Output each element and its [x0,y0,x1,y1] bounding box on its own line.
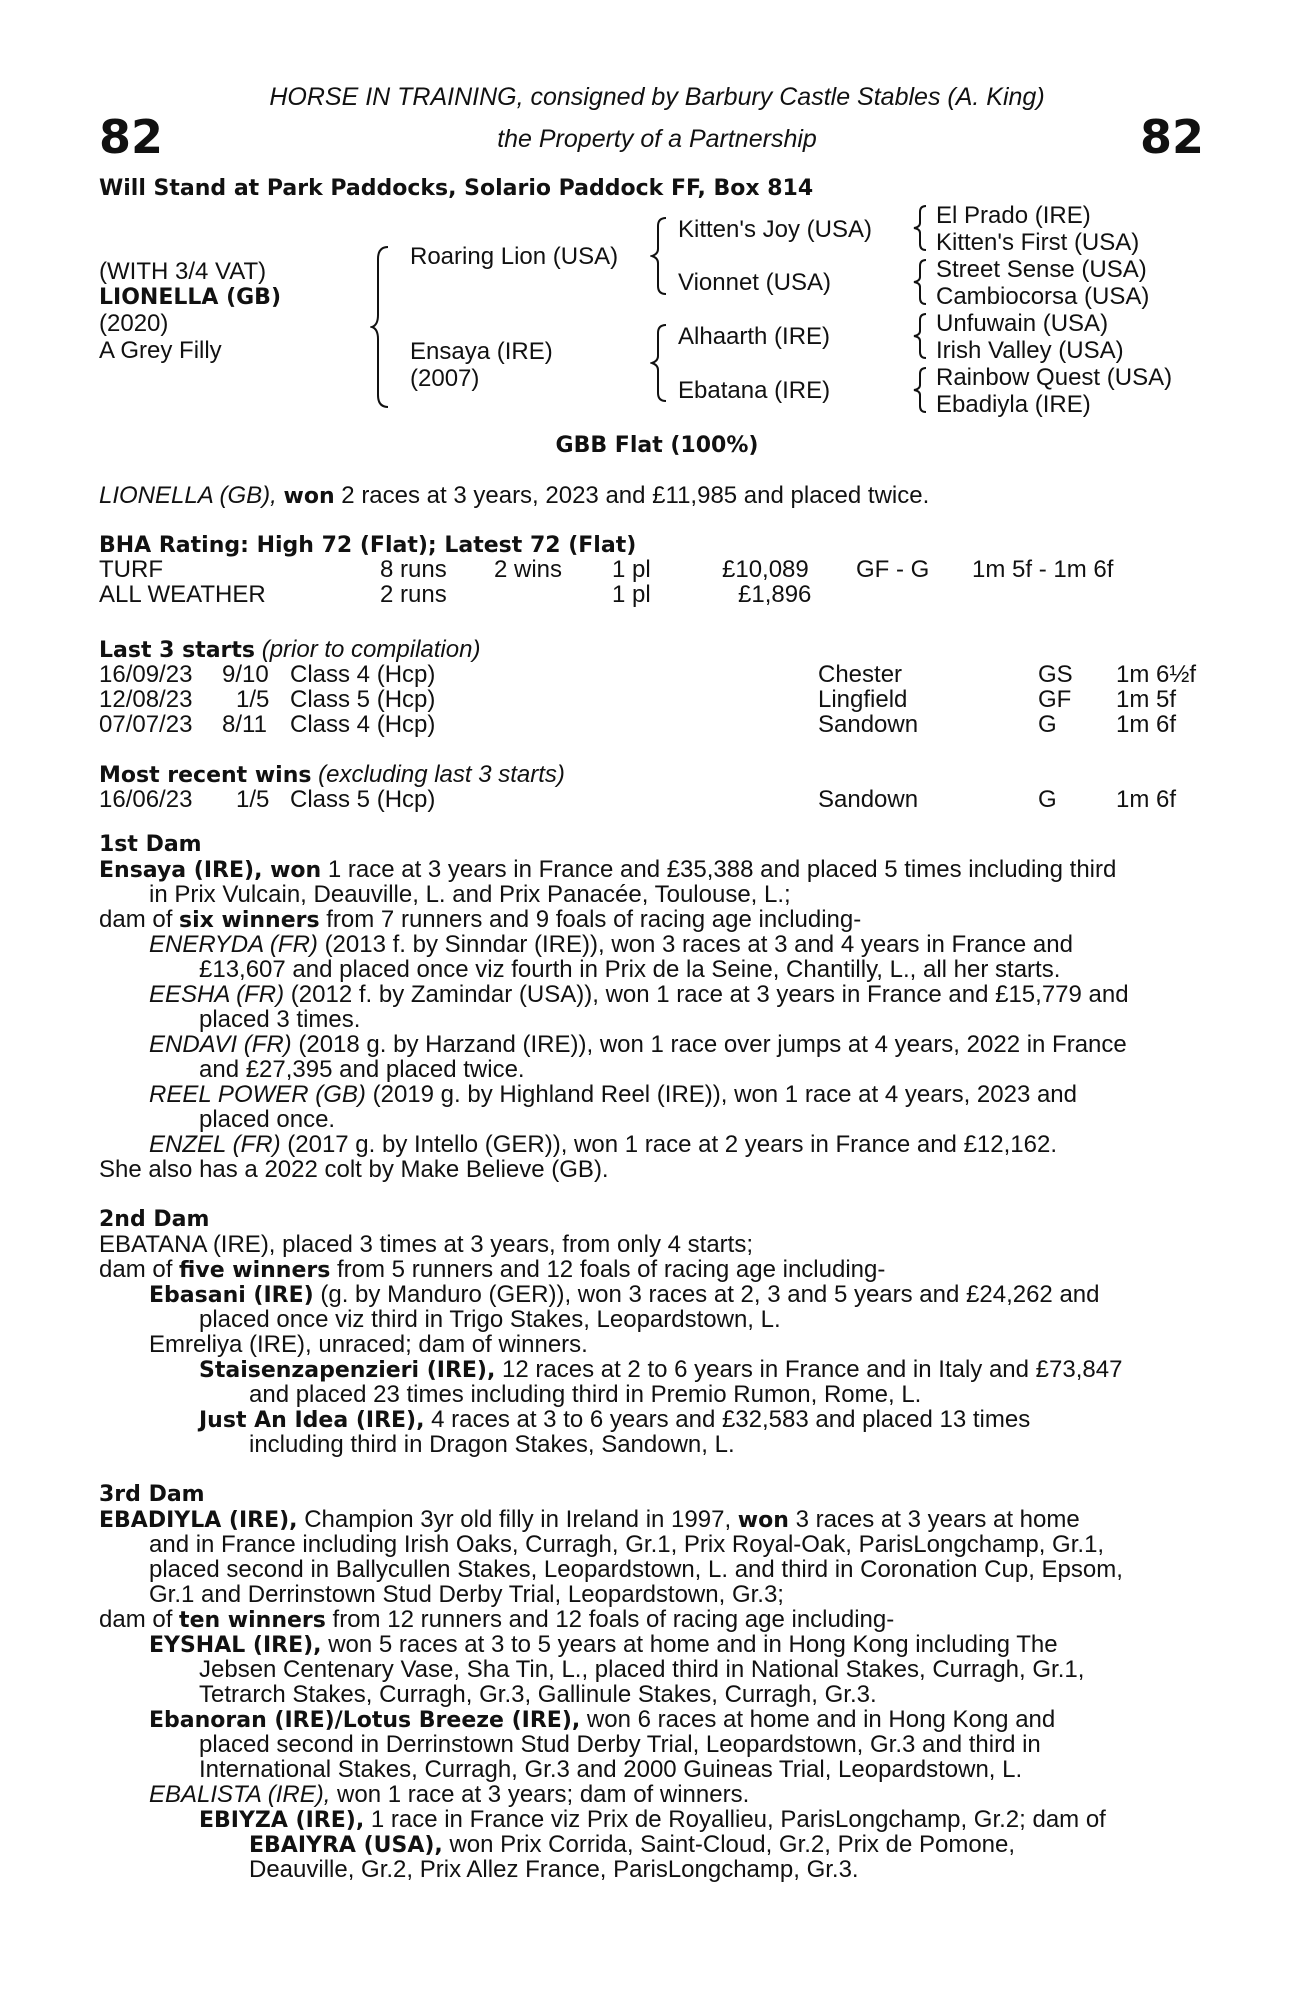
pedigree-brace-3c [912,312,928,360]
start-date: 07/07/23 [99,711,193,738]
rating-distance: 1m 5f - 1m 6f [972,556,1114,583]
dam3-grand-1-cont2: Deauville, Gr.2, Prix Allez France, ParisLongchamp, Gr.3. [249,1856,859,1883]
produce-record: won 5 races at 3 to 5 years at home and in Hong Kong including The [328,1631,1058,1658]
win-distance: 1m 6f [1116,786,1177,813]
produce-3 [149,1032,1127,1057]
rating-runs: 8 runs [380,556,447,583]
produce-name: Staisenzapenzieri (IRE), [199,1358,496,1383]
start-class: Class 4 (Hcp) [290,661,436,688]
start-class: Class 5 (Hcp) [290,686,436,713]
bha-rating: BHA Rating: High 72 (Flat); Latest 72 (Flat) [99,533,637,558]
recent-note: (excluding last 3 starts) [318,761,565,788]
dam2-runners: from 5 runners and 12 foals of racing age including- [337,1256,886,1283]
lot-number-left: 82 [99,110,164,164]
racing-summary [99,483,929,509]
produce-record: (2012 f. by Zamindar (USA)), won 1 race at 3 years in France and £15,779 and [290,981,1129,1008]
dam1-name: Ensaya (IRE), won [99,858,322,883]
dam2-grand-2-cont: including third in Dragon Stakes, Sandown, L. [249,1431,735,1458]
gg-5: Unfuwain (USA) [936,310,1109,337]
dam3-line1 [99,1507,1080,1533]
start-course: Sandown [818,711,919,738]
dam1-title: 1st Dam [99,832,202,857]
dam1-damof: dam of [99,906,173,933]
dam3-damof: dam of [99,1606,173,1633]
summary-won: won [283,484,335,509]
dam-dam: Ebatana (IRE) [678,377,831,404]
dam3-grand-1 [199,1807,1106,1833]
summary-name: LIONELLA (GB), [99,482,277,509]
gbb-status: GBB Flat (100%) [555,433,759,458]
dam2-produce-1 [149,1282,1099,1308]
rating-surface: TURF [99,556,163,583]
dam3-champion: Champion 3yr old filly in Ireland in 1997, [304,1506,732,1533]
produce-name: ENZEL (FR) [149,1131,281,1158]
last3-heading [99,637,480,663]
dam3-produce-1-cont2: Tetrarch Stakes, Curragh, Gr.3, Gallinule Stakes, Curragh, Gr.3. [199,1681,877,1708]
dam3-record: 3 races at 3 years at home [795,1506,1080,1533]
dam3-grand-1-cont [249,1832,1015,1858]
gg-4: Cambiocorsa (USA) [936,283,1150,310]
start-going: G [1038,711,1057,738]
sire-dam: Vionnet (USA) [678,269,831,296]
produce-record: won 6 races at home and in Hong Kong and [586,1706,1056,1733]
dam1-record: 1 race at 3 years in France and £35,388 and placed 5 times including third [327,856,1117,883]
recent-heading [99,762,565,788]
dam2-title: 2nd Dam [99,1207,210,1232]
win-position: 1/5 [236,786,270,813]
dam1-runners: from 7 runners and 9 foals of racing age including- [326,906,862,933]
start-class: Class 4 (Hcp) [290,711,436,738]
produce-4-cont: placed once. [199,1106,336,1133]
gg-6: Irish Valley (USA) [936,337,1124,364]
produce-name: Ebasani (IRE) [149,1283,314,1308]
produce-record: (2018 g. by Harzand (IRE)), won 1 race over jumps at 4 years, 2022 in France [298,1031,1127,1058]
start-position: 8/11 [222,711,267,738]
rating-prize: £10,089 [722,556,809,583]
produce-record: (g. by Manduro (GER)), won 3 races at 2, 3 and 5 years and £24,262 and [320,1281,1100,1308]
produce-name: EBALISTA (IRE), [149,1781,331,1808]
produce-2 [149,982,1129,1007]
produce-3-cont: and £27,395 and placed twice. [199,1056,525,1083]
produce-5 [149,1132,1057,1157]
produce-name: EBIYZA (IRE), [199,1808,365,1833]
dam3-produce-2 [149,1707,1055,1733]
produce-name: Ebanoran (IRE)/Lotus Breeze (IRE), [149,1708,581,1733]
dam3-title: 3rd Dam [99,1482,205,1507]
dam1-line3 [99,907,861,933]
start-position: 1/5 [236,686,270,713]
pedigree-brace-2b [650,323,668,403]
dam2-produce-2: Emreliya (IRE), unraced; dam of winners. [149,1331,588,1358]
dam1-line1 [99,857,1116,883]
dam3-line4: Gr.1 and Derrinstown Stud Derby Trial, Leopardstown, Gr.3; [149,1581,784,1608]
dam3-produce-1 [149,1632,1058,1658]
win-class: Class 5 (Hcp) [290,786,436,813]
gg-8: Ebadiyla (IRE) [936,391,1091,418]
produce-record: 12 races at 2 to 6 years in France and in Italy and £73,847 [502,1356,1123,1383]
gg-2: Kitten's First (USA) [936,229,1140,256]
dam-sire: Alhaarth (IRE) [678,323,831,350]
dam3-produce-2-cont: placed second in Derrinstown Stud Derby Trial, Leopardstown, Gr.3 and third in [199,1731,1041,1758]
produce-name: EYSHAL (IRE), [149,1633,322,1658]
start-going: GF [1038,686,1072,713]
win-date: 16/06/23 [99,786,193,813]
pedigree-brace-3d [912,366,928,414]
pedigree-brace-2a [650,216,668,296]
rating-prize: £1,896 [738,581,812,608]
produce-name: EBAIYRA (USA), [249,1833,443,1858]
dam3-produce-3 [149,1782,749,1807]
dam2-grand-2 [199,1407,1030,1433]
dam3-produce-2-cont2: International Stakes, Curragh, Gr.3 and 2000 Guineas Trial, Leopardstown, L. [199,1756,1023,1783]
gg-3: Street Sense (USA) [936,256,1147,283]
start-position: 9/10 [222,661,269,688]
produce-record: (2013 f. by Sinndar (IRE)), won 3 races at 3 and 4 years in France and [324,931,1073,958]
start-distance: 1m 6f [1116,711,1177,738]
dam2-grand-1-cont: and placed 23 times including third in Premio Rumon, Rome, L. [249,1381,922,1408]
start-course: Lingfield [818,686,908,713]
produce-name: EESHA (FR) [149,981,285,1008]
dam2-damof: dam of [99,1256,173,1283]
dam2-line1: EBATANA (IRE), placed 3 times at 3 years, from only 4 starts; [99,1231,753,1258]
consignor-line: HORSE IN TRAINING, consigned by Barbury Castle Stables (A. King) [269,83,1045,111]
start-distance: 1m 5f [1116,686,1177,713]
dam-year: (2007) [410,365,480,392]
recent-title: Most recent wins [99,763,312,788]
last3-title: Last 3 starts [99,638,256,663]
dam3-name: EBADIYLA (IRE), [99,1508,298,1533]
produce-2-cont: placed 3 times. [199,1006,361,1033]
lot-number-right: 82 [1140,110,1205,164]
produce-name: REEL POWER (GB) [149,1081,366,1108]
dam3-runners: from 12 runners and 12 foals of racing age including- [332,1606,895,1633]
start-going: GS [1038,661,1073,688]
pedigree-brace-3a [912,204,928,252]
summary-rest: 2 races at 3 years, 2023 and £11,985 and placed twice. [341,482,930,509]
dam2-winners: five winners [179,1258,331,1283]
gg-1: El Prado (IRE) [936,202,1091,229]
stand-location: Will Stand at Park Paddocks, Solario Paddock FF, Box 814 [99,176,814,201]
win-going: G [1038,786,1057,813]
dam1-winners: six winners [179,908,320,933]
produce-1 [149,932,1073,957]
start-course: Chester [818,661,903,688]
produce-name: ENERYDA (FR) [149,931,318,958]
dam2-produce-1-cont: placed once viz third in Trigo Stakes, Leopardstown, L. [199,1306,781,1333]
rating-placed: 1 pl [612,556,651,583]
horse-description: A Grey Filly [99,337,222,364]
vat-note: (WITH 3/4 VAT) [99,258,267,285]
start-date: 16/09/23 [99,661,193,688]
produce-record: (2017 g. by Intello (GER)), won 1 race at 2 years in France and £12,162. [287,1131,1057,1158]
dam3-won: won [737,1508,789,1533]
rating-wins: 2 wins [494,556,563,583]
horse-year: (2020) [99,310,169,337]
dam: Ensaya (IRE) [410,338,553,365]
rating-placed: 1 pl [612,581,651,608]
dam3-line2: and in France including Irish Oaks, Curragh, Gr.1, Prix Royal-Oak, ParisLongchamp, Gr.1, [149,1531,1105,1558]
gg-7: Rainbow Quest (USA) [936,364,1173,391]
start-distance: 1m 6½f [1116,661,1197,688]
dam2-grand-1 [199,1357,1122,1383]
produce-record: won 1 race at 3 years; dam of winners. [337,1781,750,1808]
produce-record: (2019 g. by Highland Reel (IRE)), won 1 race at 4 years, 2023 and [372,1081,1077,1108]
property-line: the Property of a Partnership [497,125,817,153]
dam3-line5 [99,1607,894,1633]
produce-record: 4 races at 3 to 6 years and £32,583 and placed 13 times [431,1406,1031,1433]
dam2-line2 [99,1257,885,1283]
pedigree-brace-3b [912,258,928,306]
produce-record: 1 race in France viz Prix de Royallieu, ParisLongchamp, Gr.2; dam of [370,1806,1106,1833]
produce-4 [149,1082,1077,1107]
produce-name: Just An Idea (IRE), [199,1408,425,1433]
produce-name: ENDAVI (FR) [149,1031,292,1058]
rating-surface: ALL WEATHER [99,581,266,608]
rating-going: GF - G [856,556,930,583]
dam3-winners: ten winners [179,1608,326,1633]
sire-sire: Kitten's Joy (USA) [678,216,872,243]
dam1-line2: in Prix Vulcain, Deauville, L. and Prix Panacée, Toulouse, L.; [149,881,791,908]
win-course: Sandown [818,786,919,813]
rating-runs: 2 runs [380,581,447,608]
dam3-line3: placed second in Ballycullen Stakes, Leopardstown, L. and third in Coronation Cup, Epsom, [149,1556,1123,1583]
dam1-footnote: She also has a 2022 colt by Make Believe (GB). [99,1156,609,1183]
sire: Roaring Lion (USA) [410,243,619,270]
last3-note: (prior to compilation) [261,636,481,663]
produce-record: won Prix Corrida, Saint-Cloud, Gr.2, Prix de Pomone, [449,1831,1016,1858]
start-date: 12/08/23 [99,686,193,713]
dam3-produce-1-cont: Jebsen Centenary Vase, Sha Tin, L., placed third in National Stakes, Curragh, Gr.1, [199,1656,1085,1683]
produce-1-cont: £13,607 and placed once viz fourth in Prix de la Seine, Chantilly, L., all her starts. [199,956,1061,983]
pedigree-brace-1 [370,245,390,410]
horse-name: LIONELLA (GB) [99,285,282,310]
